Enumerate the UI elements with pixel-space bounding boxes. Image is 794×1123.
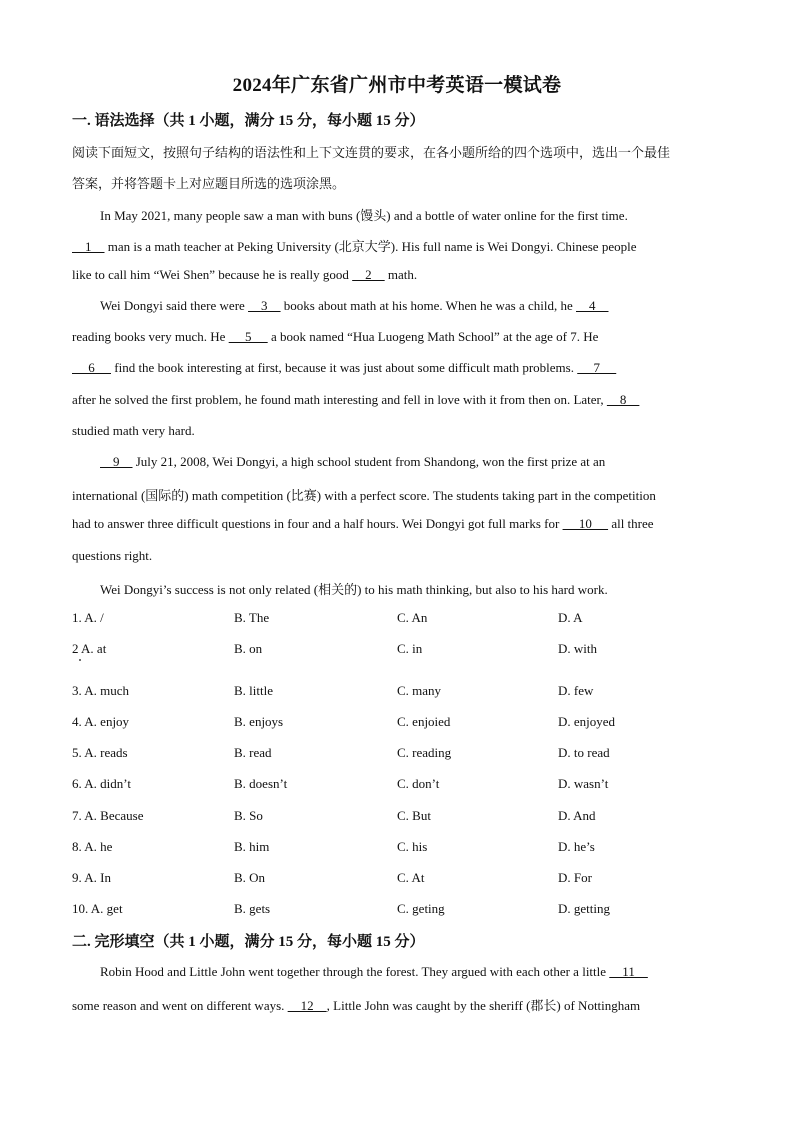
blank-9: 9 xyxy=(100,454,133,469)
option-a: 5. A. reads xyxy=(72,745,128,760)
option-c: C. don’t xyxy=(397,776,440,791)
passage-text: , Little John was caught by the sheriff (郡长) of Nottingham xyxy=(326,998,641,1013)
passage-line xyxy=(72,995,640,1014)
passage-line xyxy=(72,516,654,532)
option-b: B. enjoys xyxy=(234,714,284,729)
passage-text: a book named “Hua Luogeng Math School” at the age of 7. He xyxy=(267,329,599,344)
blank-10: 10 xyxy=(562,516,609,531)
option-b: B. on xyxy=(234,641,263,656)
option-row xyxy=(72,808,722,826)
passage-line: In May 2021, many people saw a man with buns (馒头) and a bottle of water online for the first time. xyxy=(100,208,628,223)
option-a: 7. A. Because xyxy=(72,808,144,823)
option-c: C. An xyxy=(397,610,428,625)
stray-dot xyxy=(79,659,81,661)
passage-text: math. xyxy=(384,267,418,282)
option-row xyxy=(72,745,722,763)
passage-text: some reason and went on different ways. xyxy=(72,998,288,1013)
passage-line xyxy=(72,329,598,345)
option-d: D. enjoyed xyxy=(558,714,616,729)
option-b: B. him xyxy=(234,839,270,854)
option-b: B. gets xyxy=(234,901,271,916)
section2-heading: 二. 完形填空（共 1 小题，满分 15 分，每小题 15 分） xyxy=(72,934,425,950)
option-d: D. A xyxy=(558,610,583,625)
passage-line: Wei Dongyi’s success is not only related (相关的) to his math thinking, but also to his hard work. xyxy=(100,582,608,597)
blank-3: 3 xyxy=(248,298,281,313)
option-a: 6. A. didn’t xyxy=(72,776,131,791)
option-c: C. his xyxy=(397,839,428,854)
option-d: D. wasn’t xyxy=(558,776,609,791)
option-b: B. On xyxy=(234,870,266,885)
passage-line xyxy=(100,298,609,314)
instruction-line: 答案，并将答题卡上对应题目所选的选项涂黑。 xyxy=(72,176,346,191)
passage-line: studied math very hard. xyxy=(72,423,195,438)
option-a: 4. A. enjoy xyxy=(72,714,130,729)
option-row xyxy=(72,839,722,857)
option-b: B. So xyxy=(234,808,263,823)
passage-line: questions right. xyxy=(72,548,153,563)
option-d: D. For xyxy=(558,870,592,885)
option-b: B. read xyxy=(234,745,272,760)
option-b: B. doesn’t xyxy=(234,776,288,791)
passage-text: after he solved the first problem, he found math interesting and fell in love with it from then on. Later, xyxy=(72,392,607,407)
option-c: C. But xyxy=(397,808,431,823)
option-d: D. he’s xyxy=(558,839,595,854)
blank-12: 12 xyxy=(287,998,327,1013)
option-row xyxy=(72,714,722,732)
passage-text: Robin Hood and Little John went together through the forest. They argued with each other a little xyxy=(100,964,610,979)
option-row xyxy=(72,683,722,701)
option-d: D. few xyxy=(558,683,594,698)
blank-1: 1 xyxy=(72,239,105,254)
passage-line: international (国际的) math competition (比赛) with a perfect score. The students taking part in the competition xyxy=(72,488,656,503)
passage-text: had to answer three difficult questions in four and a half hours. Wei Dongyi got full marks for xyxy=(72,516,563,531)
passage-line xyxy=(72,392,639,408)
option-d: D. getting xyxy=(558,901,610,916)
passage-text: Wei Dongyi said there were xyxy=(100,298,249,313)
passage-line xyxy=(72,360,616,376)
option-row xyxy=(72,641,722,659)
option-row xyxy=(72,901,722,919)
option-a: 2 A. at xyxy=(72,641,107,656)
option-row xyxy=(72,870,722,888)
passage-line xyxy=(72,267,417,283)
option-row xyxy=(72,776,722,794)
instruction-line: 阅读下面短文，按照句子结构的语法性和上下文连贯的要求，在各小题所给的四个选项中，选出一个最佳 xyxy=(72,145,671,160)
blank-11: 11 xyxy=(609,964,648,979)
option-d: D. with xyxy=(558,641,597,656)
passage-text: find the book interesting at first, because it was just about some difficult math problems. xyxy=(111,360,578,375)
passage-text: like to call him “Wei Shen” because he is really good xyxy=(72,267,353,282)
option-c: C. enjoied xyxy=(397,714,451,729)
passage-text: man is a math teacher at Peking University (北京大学). His full name is Wei Dongyi. Chinese people xyxy=(104,239,637,254)
option-c: C. in xyxy=(397,641,423,656)
passage-text: books about math at his home. When he was a child, he xyxy=(280,298,576,313)
option-c: C. many xyxy=(397,683,442,698)
passage-text: July 21, 2008, Wei Dongyi, a high school student from Shandong, won the first prize at an xyxy=(132,454,606,469)
blank-4: 4 xyxy=(576,298,609,313)
passage-line xyxy=(72,236,636,255)
blank-2: 2 xyxy=(352,267,385,282)
option-a: 1. A. / xyxy=(72,610,104,625)
option-c: C. reading xyxy=(397,745,452,760)
blank-5: 5 xyxy=(228,329,268,344)
passage-text: reading books very much. He xyxy=(72,329,229,344)
option-a: 3. A. much xyxy=(72,683,130,698)
option-a: 9. A. In xyxy=(72,870,111,885)
option-row xyxy=(72,610,722,628)
blank-6: 6 xyxy=(72,360,111,375)
option-d: D. And xyxy=(558,808,596,823)
option-b: B. The xyxy=(234,610,270,625)
option-d: D. to read xyxy=(558,745,610,760)
page-title: 2024年广东省广州市中考英语一模试卷 xyxy=(232,75,562,96)
option-c: C. geting xyxy=(397,901,445,916)
option-a: 8. A. he xyxy=(72,839,113,854)
blank-8: 8 xyxy=(606,392,640,407)
option-c: C. At xyxy=(397,870,425,885)
section1-heading: 一. 语法选择（共 1 小题，满分 15 分，每小题 15 分） xyxy=(72,113,425,129)
blank-7: 7 xyxy=(577,360,617,375)
option-b: B. little xyxy=(234,683,273,698)
passage-line xyxy=(100,964,648,980)
passage-text: all three xyxy=(608,516,654,531)
option-a: 10. A. get xyxy=(72,901,123,916)
passage-line xyxy=(100,454,605,470)
